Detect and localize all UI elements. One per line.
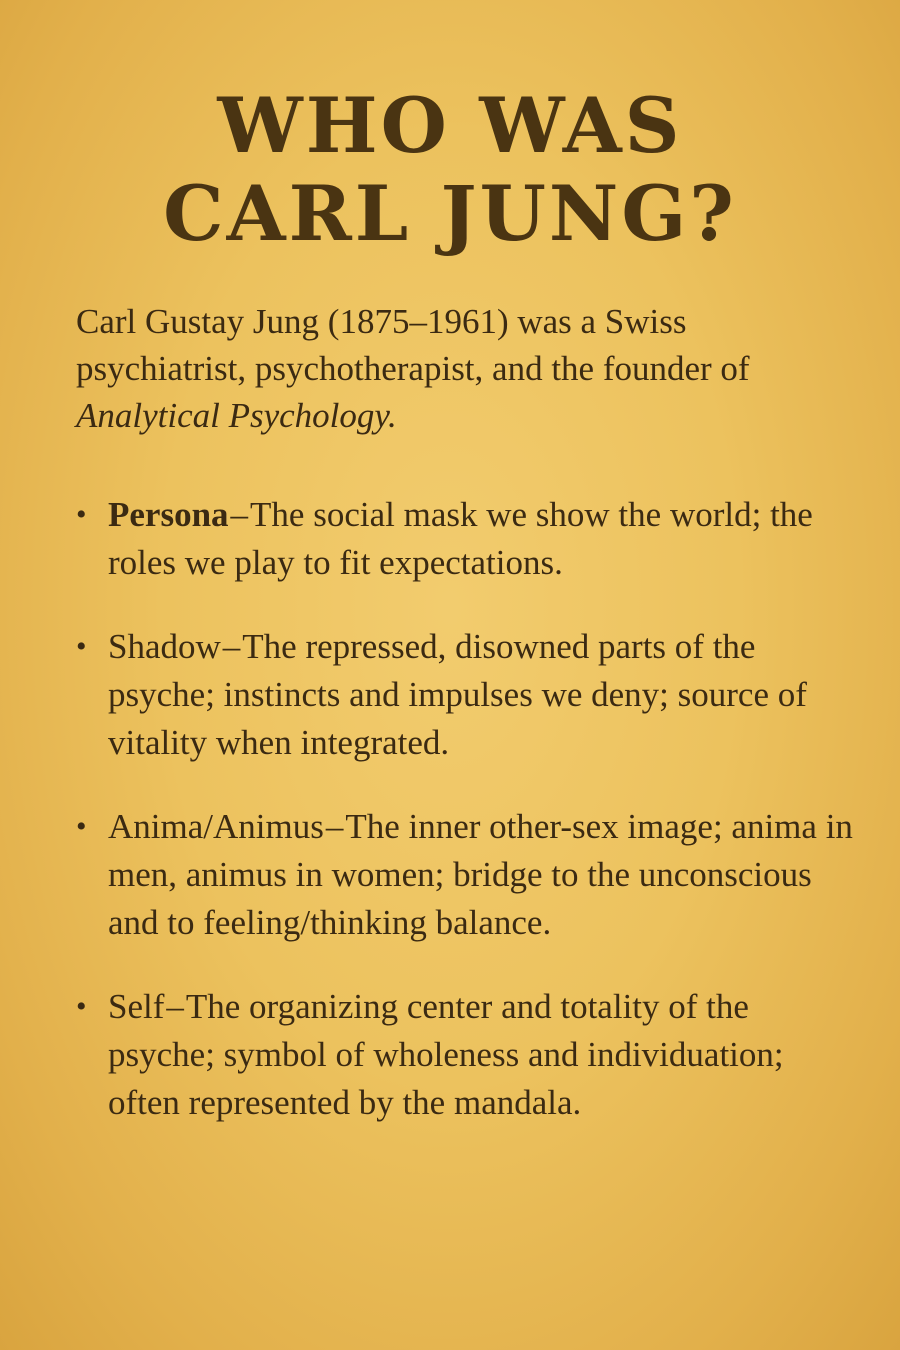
item-term: Self <box>108 987 165 1026</box>
bullet-icon: • <box>76 498 87 531</box>
dash-separator: – <box>325 807 344 846</box>
item-description: The inner other-sex image; anima in men, animus in women; bridge to the unconscious and to feeling/thinking balance. <box>108 807 853 942</box>
page-title <box>76 0 854 258</box>
bullet-icon: • <box>76 990 87 1023</box>
list-item-anima-animus <box>76 803 854 947</box>
list-item-shadow <box>76 623 854 767</box>
dash-separator: – <box>222 627 241 666</box>
dash-separator: – <box>166 987 184 1026</box>
item-term: Persona <box>108 495 229 534</box>
list-item-persona <box>76 491 854 587</box>
intro-emphasis: Analytical Psychology. <box>76 396 397 435</box>
item-description: The organizing center and totality of the psyche; symbol of wholeness and individuation; often represented by the mandala. <box>108 987 784 1122</box>
item-description: The social mask we show the world; the roles we play to fit expectations. <box>108 495 813 582</box>
bullet-icon: • <box>76 630 87 663</box>
item-term: Anima/Animus <box>108 807 324 846</box>
item-description: The repressed, disowned parts of the psyche; instincts and impulses we deny; source of vitality when integrated. <box>108 627 807 762</box>
bullet-icon: • <box>76 810 87 843</box>
item-term: Shadow <box>108 627 221 666</box>
archetype-list <box>76 491 854 1127</box>
intro-paragraph <box>76 298 854 439</box>
title-line-2: CARL JUNG? <box>163 169 737 258</box>
dash-separator: – <box>230 495 249 534</box>
list-item-self <box>76 983 854 1127</box>
title-line-1: WHO WAS <box>217 81 683 170</box>
intro-text: Carl Gustay Jung (1875–1961) was a Swiss psychiatrist, psychotherapist, and the founder of <box>76 302 750 388</box>
